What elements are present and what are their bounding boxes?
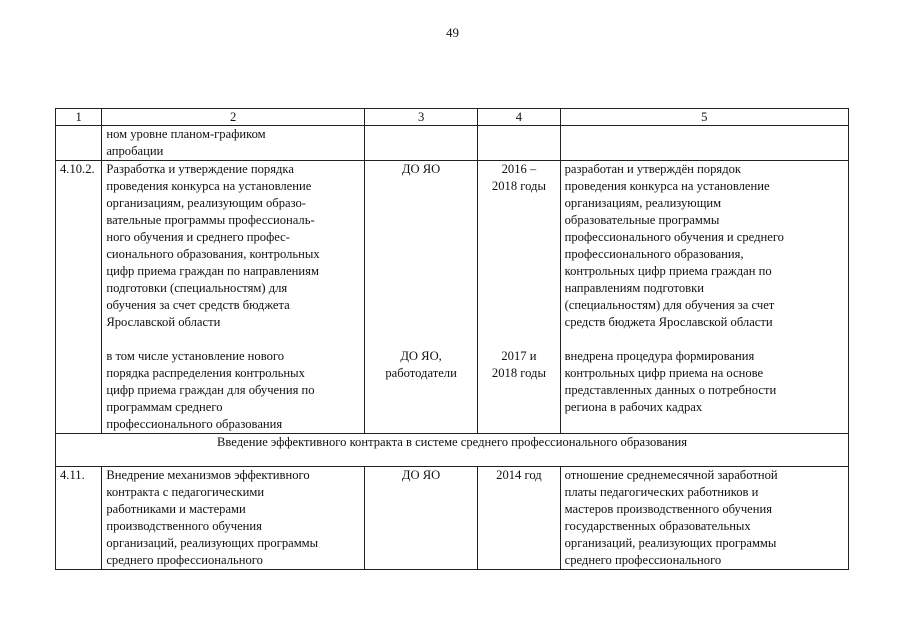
cell-responsible: ДО ЯО (364, 467, 477, 570)
cell-responsible (364, 126, 477, 161)
column-header-5: 5 (560, 109, 848, 126)
description-main: Разработка и утверждение порядка проведения конкурса на установление организациям, реализующим образо- вательные программы профессиональ- ного обучения и среднего профес- сионального образования, контрольных цифр приема граждан по направлениям подготовки (специальностям) для обучения за счет средств бюджета Ярославской области (106, 162, 320, 329)
table-row-4-10-2 (56, 161, 849, 434)
cell-description (102, 161, 365, 434)
cell-description: Внедрение механизмов эффективного контракта с педагогическими работниками и мастерами производственного обучения организаций, реализующих программы среднего профессионального (102, 467, 365, 570)
plan-table (55, 108, 849, 570)
table-header-row (56, 109, 849, 126)
cell-result: отношение среднемесячной заработной платы педагогических работников и мастеров производственного обучения государственных образовательных организаций, реализующих программы среднего профессионального (560, 467, 848, 570)
column-header-2: 2 (102, 109, 365, 126)
cell-number: 4.10.2. (56, 161, 102, 434)
column-header-4: 4 (478, 109, 560, 126)
cell-responsible (364, 161, 477, 434)
section-heading-row (56, 434, 849, 467)
cell-result (560, 126, 848, 161)
term-main: 2016 – 2018 годы (491, 162, 546, 193)
cell-description: ном уровне планом-графиком апробации (102, 126, 365, 161)
result-sub: внедрена процедура формирования контрольных цифр приема на основе представленных данных о потребности региона в рабочих кадрах (564, 349, 777, 414)
result-main: разработан и утверждён порядок проведения конкурса на установление организациям, реализующим образовательные программы профессионального обучения и среднего профессионального образования, контрольных цифр приема граждан по направлениям подготовки (специальностям) для обучения за счет средств бюджета Ярославской области (564, 162, 784, 329)
term-sub: 2017 и 2018 годы (491, 349, 546, 380)
table-row-4-11 (56, 467, 849, 570)
cell-number (56, 126, 102, 161)
page-number: 49 (446, 25, 459, 40)
cell-term (478, 126, 560, 161)
column-header-3: 3 (364, 109, 477, 126)
cell-number: 4.11. (56, 467, 102, 570)
responsible-sub: ДО ЯО, работодатели (385, 349, 457, 380)
cell-result (560, 161, 848, 434)
table-row-continuation (56, 126, 849, 161)
cell-term: 2014 год (478, 467, 560, 570)
column-header-1: 1 (56, 109, 102, 126)
section-heading: Введение эффективного контракта в системе среднего профессионального образования (56, 434, 849, 467)
description-sub: в том числе установление нового порядка распределения контрольных цифр приема граждан для обучения по программам среднего профессионального образования (106, 349, 315, 431)
cell-term (478, 161, 560, 434)
responsible-main: ДО ЯО (401, 162, 441, 176)
